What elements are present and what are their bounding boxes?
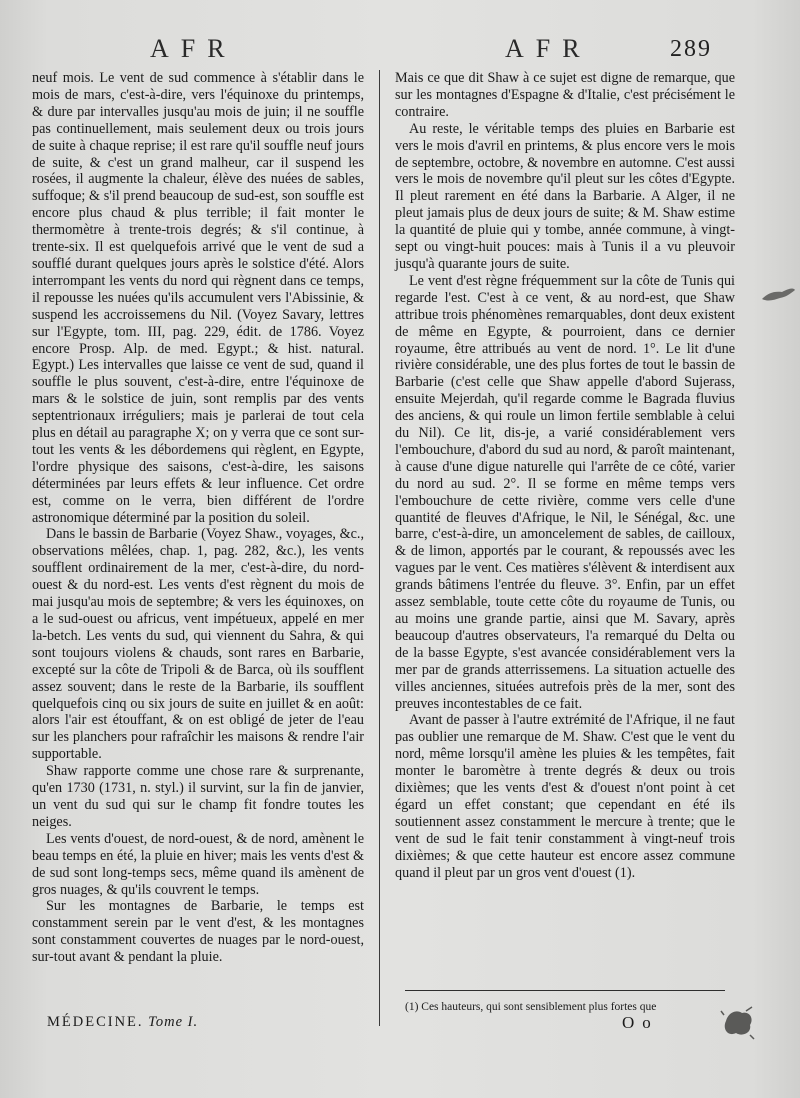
ink-blot-mark [720,1005,756,1041]
right-paragraph-1: Mais ce que dit Shaw à ce sujet est digne de remarque, que sur les montagnes d'Espagne & d'Italie, c'est précisément le contraire. [395,70,735,120]
left-paragraph-5: Sur les montagnes de Barbarie, le temps est constamment serein par le vent d'est, & les montagnes sont constamment couvertes de nuages par le nord-ouest, sur-tout avant & pendant la pluie. [32,898,364,966]
running-head-right: AFR [505,34,592,63]
signature-section: MÉDECINE. [47,1014,144,1030]
running-head-left: AFR [150,34,237,63]
signature-volume: Tome I. [148,1014,199,1030]
ink-blot-mark [760,285,796,307]
left-paragraph-3: Shaw rapporte comme une chose rare & surprenante, qu'en 1730 (1731, n. styl.) il survint, sur la fin de janvier, un vent du sud qui sur le champ fit fondre toutes les neiges. [32,763,364,830]
footnote-rule [405,990,725,991]
running-head [0,34,800,66]
right-paragraph-3: Le vent d'est règne fréquemment sur la côte de Tunis qui regarde l'est. C'est à ce vent, & au nord-est, que Shaw attribue trois phénomènes remarquables, dont deux existent de même en Egypte, & pourroient, dans ce dernier royaume, être attribués au vent de nord. 1°. Le lit d'une rivière considérable, une des plus fortes de tout le bassin de Barbarie (c'est celle que Shaw appelle d'abord Sujerass, ensuite Mejerdah, qu'il regarde comme le Bagrada fluvius des anciens, & qui roule un limon fertile semblable à celui du Nil). Ce lit, dis-je, a varié considérablement vers l'embouchure, d'abord du sud au nord, & paroît maintenant, à cause d'une digue naturelle qui l'arrête de ce côté, varier du nord au sud. 2°. Il se forme en même temps vers l'embouchure de cette rivière, comme vers celle d'une quantité de fleuves d'Afrique, le Nil, le Sénégal, &c. une barre, c'est-à-dire, un amoncelement de sables, de cailloux, & de limon, apportés par le courant, & repoussés avec les vagues par le vent. Ces matières s'élèvent & interdisent aux grands bâtimens l'entrée du fleuve. 3°. Enfin, par un effet assez semblable, toute cette côte du royaume de Tunis, ou au moins une grande partie, ainsi que M. Savary, après beaucoup d'autres observateurs, l'a remarqué du Delta ou de la basse Egypte, s'est avancée considérablement vers la mer par de grands atterrissemens. La situation actuelle des villes anciennes, situées autrefois près de la mer, sont des preuves incontestables de ce fait. [395,272,735,712]
gathering-mark: Oo [622,1013,659,1032]
left-paragraph-4: Les vents d'ouest, de nord-ouest, & de nord, amènent le beau temps en été, la pluie en hiver; mais les vents d'est & de sud sont long-temps secs, même quand ils amènent de gros nuages, & qu'ils couvrent le temps. [32,830,364,898]
volume-signature [47,1014,198,1031]
right-paragraph-2: Au reste, le véritable temps des pluies en Barbarie est vers le mois d'avril en printems, & plus encore vers le mois de septembre, octobre, & novembre en automne. C'est aussi vers le mois de novembre qu'il pleut sur les côtes d'Egypte. Il pleut rarement en été dans la Barbarie. A Alger, il ne pleut jamais plus de deux jours de suite; & M. Shaw estime la quantité de pluie qui y tombe, année commune, à vingt-sept ou vingt-huit pouces: mais à Tunis il a vu pleuvoir jusqu'à quarante jours de suite. [395,120,735,272]
footnote: (1) Ces hauteurs, qui sont sensiblement plus fortes que [405,1001,657,1013]
left-column [32,70,364,966]
right-paragraph-4: Avant de passer à l'autre extrémité de l'Afrique, il ne faut pas oublier une remarque de M. Shaw. C'est que le vent du nord, même lorsqu'il amène les pluies & les tempêtes, fait monter le baromètre à trente degrés & deux ou trois dixièmes; que les vents d'est & d'ouest n'ont point à cet égard un effet constant; que cependant en été ils soutiennent assez constamment le mercure à trente; que le vent de sud le fait tenir constamment à vingt-neuf trois dixièmes; & que cette hauteur est encore assez commune quand il pleut par un gros vent d'ouest (1). [395,712,735,881]
right-column [395,70,735,882]
left-paragraph-1: neuf mois. Le vent de sud commence à s'établir dans le mois de mars, c'est-à-dire, vers l'équinoxe du printemps, & dure par intervalles jusqu'au mois de juin; il ne souffle pas continuellement, mais seulement deux ou trois jours de suite à chaque reprise; il est rare qu'il souffle neuf jours de suite, & c'est un grand malheur, car il suspend les rosées, il augmente la chaleur, élève des nuées de sables, suffoque; & s'il prend beaucoup de sud-est, son souffle est encore plus chaud & plus terrible; il fait monter le thermomètre à trente-trois degrés; & s'il continue, à trente-six. Il est quelquefois arrivé que le vent de sud a soufflé durant quelques jours après le solstice d'été. Alors interrompant les vents du nord qui règnent dans ce temps, il repousse les nuées qu'ils accumulent vers l'Abissinie, & suspend les accroissemens du Nil. (Voyez Savary, lettres sur l'Egypte, tom. III, pag. 229, édit. de 1786. Voyez encore Prosp. Alp. de med. Egypt.; & hist. natural. Egypt.) Les intervalles que laisse ce vent de sud, quand il souffle le plus souvent, c'est-à-dire, entre l'équinoxe de mars & le solstice de juin, sont remplis par des vents septentrionaux irréguliers; mais je parlerai de tout cela plus en détail au paragraphe X; on y verra que ce sont sur-tout les vents & les débordemens qui règlent, en Egypte, l'ordre physique des saisons, c'est-à-dire, les saisons déterminées par leurs effets & leur influence. Cet ordre est, comme on le verra, bien différent de l'ordre astronomique déterminé par la position du soleil. [32,70,364,526]
left-paragraph-2: Dans le bassin de Barbarie (Voyez Shaw., voyages, &c., observations mêlées, chap. 1, pag. 282, &c.), les vents soufflent ordinairement de la mer, c'est-à-dire, du nord-ouest & du nord-est. Les vents d'est règnent du mois de mai jusqu'au mois de septembre; & vers les équinoxes, on a le sud-ouest ou africus, vent impétueux, appelé en mer la-betch. Les vents du sud, qui viennent du Sahra, & qui sont toujours violens & chauds, sont rares en Barbarie, excepté sur la côte de Tripoli & de Barca, où ils soufflent assez souvent; dans le reste de la Barbarie, ils soufflent quelquefois cinq ou six jours de suite en juillet & en août: alors l'air est étouffant, & on est obligé de jeter de l'eau sur les planchers pour rafraîchir les maisons & rendre l'air supportable. [32,526,364,763]
page-number: 289 [670,36,712,62]
column-divider [379,70,380,1026]
